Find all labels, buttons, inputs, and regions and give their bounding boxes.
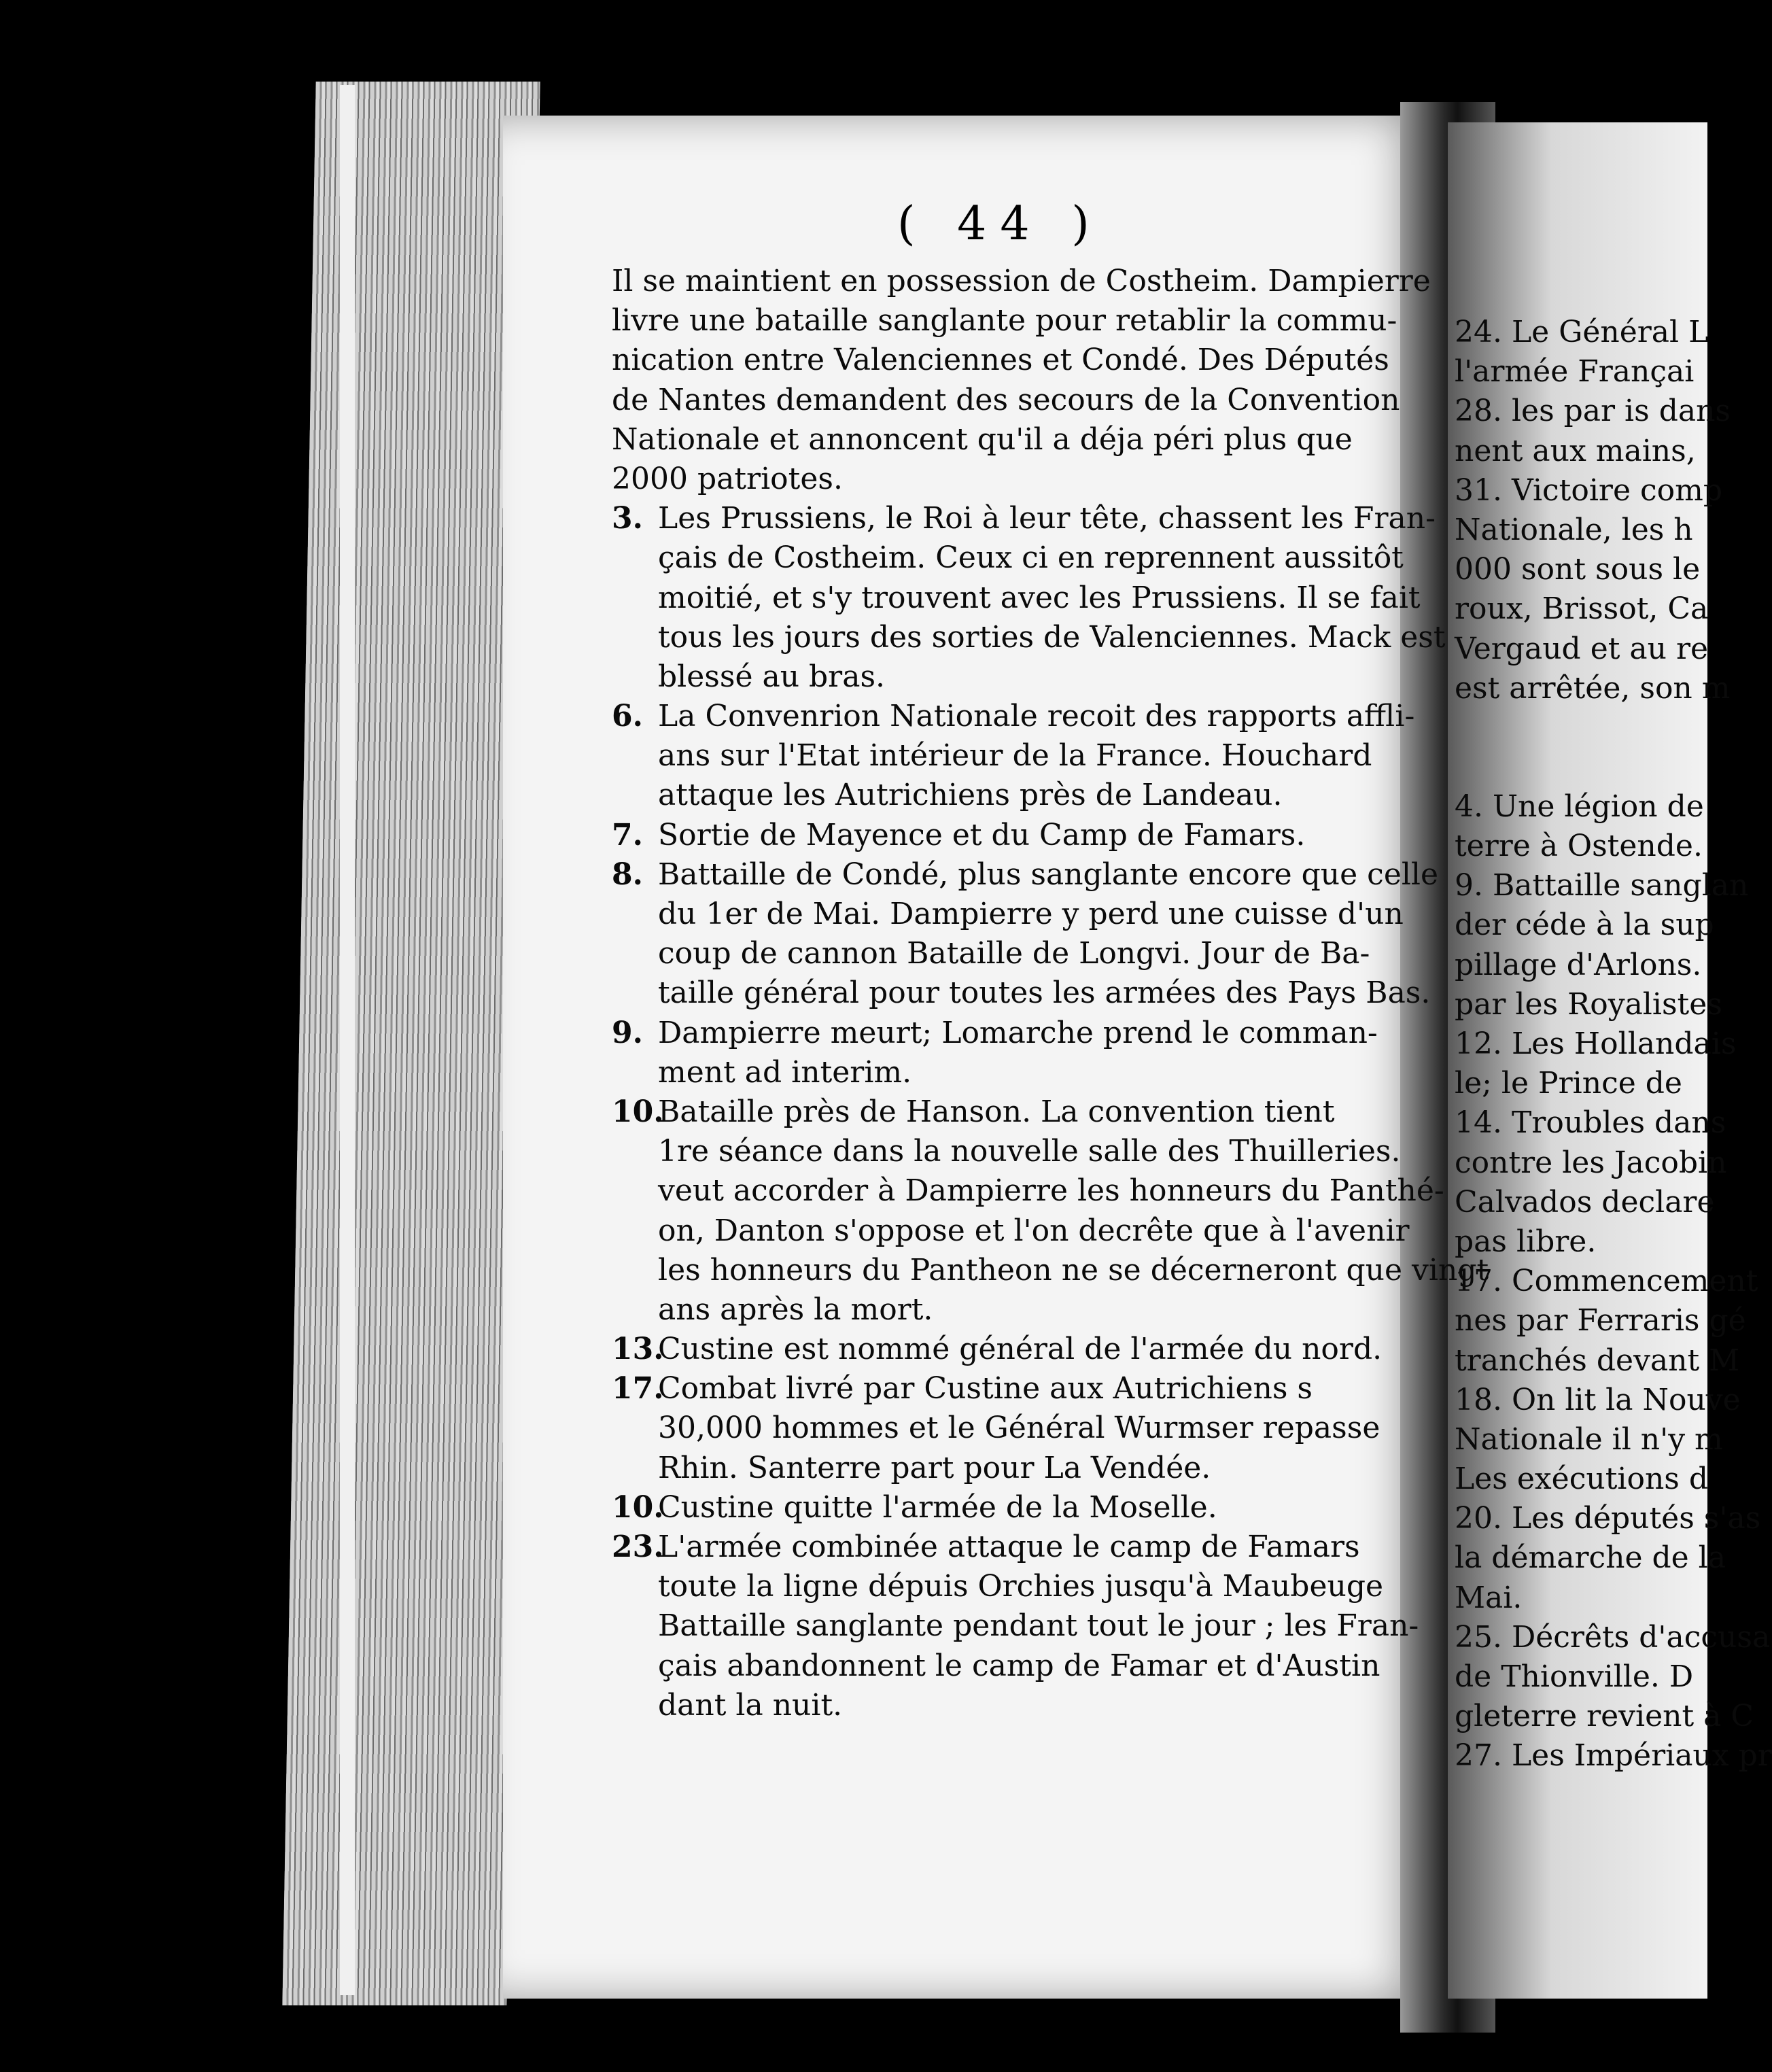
line-text: veut accorder à Dampierre les honneurs du Panthé- [658, 1173, 1444, 1209]
text-line [612, 1409, 1414, 1448]
text-line [612, 1646, 1414, 1686]
line-text: tous les jours des sorties de Valenciennes. Mack est [658, 619, 1446, 655]
right-text-line: 24. Le Général L [1455, 315, 1709, 349]
line-text: Custine est nommé général de l'armée du nord. [658, 1332, 1383, 1367]
right-text-line: l'armée Françai [1455, 354, 1695, 390]
right-text-line: 18. On lit la Nouve [1455, 1382, 1741, 1417]
text-line [612, 618, 1446, 657]
right-text-line: Mai. [1455, 1580, 1523, 1615]
text-line [612, 381, 1414, 420]
right-text-line: par les Royalistes [1455, 986, 1722, 1022]
text-line [612, 1488, 1414, 1527]
line-text: Il se maintient en possession de Costheim. Dampierre [612, 264, 1431, 298]
line-text: moitié, et s'y trouvent avec les Prussiens. Il se fait [658, 580, 1421, 615]
right-text-line: der céde à la sup [1455, 908, 1714, 943]
right-text-line [1455, 708, 1707, 787]
line-text: livre une bataille sanglante pour retablir la commu- [612, 303, 1397, 339]
text-line [612, 1527, 1414, 1567]
entry-date-number: 9. [612, 1015, 643, 1050]
line-text: ans sur l'Etat intérieur de la France. Houchard [658, 738, 1372, 774]
line-text: L'armée combinée attaque le camp de Famars [658, 1530, 1360, 1564]
line-text: Bataille près de Hanson. La convention tient [658, 1094, 1335, 1129]
line-text: on, Danton s'oppose et l'on decrête que à l'avenir [658, 1213, 1410, 1248]
right-text-line: nes par Ferraris gé [1455, 1303, 1746, 1339]
right-text-line: 31. Victoire comp [1455, 472, 1723, 508]
right-text-line: Nationale il n'y m [1455, 1421, 1723, 1457]
line-text: Dampierre meurt; Lomarche prend le comman- [658, 1015, 1378, 1050]
line-text: Les Prussiens, le Roi à leur tête, chassent les Fran- [658, 501, 1436, 536]
right-text-line: 14. Troubles dans [1455, 1105, 1726, 1141]
right-text-line: 28. les par is dans [1455, 394, 1731, 429]
text-line [612, 1449, 1414, 1488]
text-line [612, 579, 1421, 618]
text-line [612, 341, 1414, 380]
entry-date-number: 17. [612, 1371, 664, 1406]
text-line [612, 1092, 1414, 1132]
right-text-line: 4. Une légion de [1455, 789, 1704, 824]
line-text: du 1er de Mai. Dampierre y perd une cuisse d'un [658, 897, 1404, 931]
right-text-line: 27. Les Impériaux pr [1455, 1738, 1772, 1774]
right-text-line: le; le Prince de [1455, 1066, 1682, 1101]
text-line [612, 262, 1431, 301]
right-text-line: gleterre revient à C [1455, 1699, 1754, 1734]
line-text: çais abandonnent le camp de Famar et d'Austin [658, 1648, 1380, 1683]
right-text-line: 9. Battaille sanglan [1455, 868, 1749, 903]
right-text-line: pillage d'Arlons. [1455, 947, 1702, 982]
line-text: Sortie de Mayence et du Camp de Famars. [658, 817, 1306, 852]
line-text: Battaille sanglante pendant tout le jour ; les Fran- [658, 1608, 1419, 1644]
line-text: Nationale et annoncent qu'il a déja péri plus que [612, 421, 1353, 457]
text-line [612, 1211, 1414, 1251]
line-text: Rhin. Santerre part pour La Vendée. [658, 1450, 1211, 1485]
right-text-line: Les exécutions d [1455, 1462, 1709, 1497]
text-line [612, 499, 1436, 538]
entry-date-number: 8. [612, 857, 643, 892]
line-text: La Convenrion Nationale recoit des rapports affli- [658, 699, 1415, 734]
text-line [612, 1606, 1419, 1646]
right-text-line: 20. Les députés s'as [1455, 1501, 1761, 1536]
line-text: blessé au bras. [658, 659, 886, 694]
text-line [612, 301, 1414, 341]
text-line [612, 420, 1414, 460]
text-line [612, 1053, 1414, 1092]
text-line [612, 1330, 1414, 1369]
right-text-line: 12. Les Hollandais [1455, 1026, 1737, 1061]
right-text-line: pas libre. [1455, 1224, 1597, 1259]
line-text: 1re séance dans la nouvelle salle des Thuilleries. [658, 1134, 1401, 1169]
line-text: 2000 patriotes. [612, 461, 843, 496]
line-text: çais de Costheim. Ceux ci en reprennent aussitôt [658, 540, 1404, 576]
text-line [612, 460, 1414, 499]
left-page-text [612, 262, 1489, 1725]
text-line [612, 1369, 1414, 1409]
right-text-line: est arrêtée, son m [1455, 670, 1731, 706]
line-text: ans après la mort. [658, 1292, 933, 1327]
text-line [612, 1290, 1414, 1330]
text-line [612, 895, 1414, 934]
right-text-line: nent aux mains, [1455, 433, 1696, 468]
right-text-line: roux, Brissot, Ca [1455, 591, 1709, 627]
right-text-line: terre à Ostende. [1455, 829, 1703, 864]
right-text-line: Nationale, les h [1455, 512, 1693, 547]
text-line [612, 1171, 1444, 1211]
right-text-line: 000 sont sous le [1455, 552, 1701, 587]
book-edge-highlight [340, 85, 355, 1995]
line-text: les honneurs du Pantheon ne se décerneront que vingt [658, 1252, 1489, 1288]
text-line [612, 657, 1414, 697]
text-line [612, 736, 1414, 776]
entry-date-number: 7. [612, 817, 643, 852]
line-text: ment ad interim. [658, 1054, 912, 1090]
right-text-line: tranchés devant M [1455, 1343, 1740, 1378]
line-text: nication entre Valenciennes et Condé. Des Députés [612, 343, 1389, 378]
right-text-line: 17. Commencement [1455, 1264, 1758, 1299]
text-line [612, 1686, 1414, 1725]
line-text: dant la nuit. [658, 1687, 843, 1723]
right-text-line: contre les Jacobin [1455, 1145, 1727, 1180]
text-line [612, 934, 1414, 973]
line-text: de Nantes demandent des secours de la Convention [612, 382, 1400, 417]
line-text: Battaille de Condé, plus sanglante encore que celle [658, 857, 1439, 892]
right-text-line: la démarche de la [1455, 1540, 1726, 1576]
right-text-line: de Thionville. D [1455, 1659, 1694, 1694]
text-line [612, 855, 1439, 895]
entry-date-number: 10. [612, 1094, 664, 1129]
line-text: attaque les Autrichiens près de Landeau. [658, 778, 1283, 813]
right-text-line: Calvados declare [1455, 1184, 1715, 1220]
text-line [612, 1014, 1414, 1053]
line-text: Combat livré par Custine aux Autrichiens s [658, 1371, 1313, 1406]
page-number: ( 44 ) [897, 197, 1103, 251]
text-line [612, 1132, 1414, 1171]
text-line [612, 973, 1431, 1013]
right-page-text [1455, 313, 1772, 1776]
text-line [612, 538, 1414, 578]
line-text: taille général pour toutes les armées des Pays Bas. [658, 975, 1431, 1011]
line-text: 30,000 hommes et le Général Wurmser repasse [658, 1411, 1380, 1446]
right-text-line: Vergaud et au re [1455, 631, 1709, 666]
right-text-line: 25. Décrêts d'accusa [1455, 1619, 1771, 1655]
book-page-edges [282, 82, 540, 2005]
entry-date-number: 3. [612, 501, 643, 536]
entry-date-number: 10. [612, 1489, 664, 1525]
text-line [612, 816, 1414, 855]
text-line [612, 697, 1414, 736]
text-line [612, 1251, 1489, 1290]
text-line [612, 776, 1414, 815]
entry-date-number: 6. [612, 699, 643, 734]
entry-date-number: 13. [612, 1332, 664, 1367]
line-text: Custine quitte l'armée de la Moselle. [658, 1489, 1217, 1525]
entry-date-number: 23. [612, 1530, 664, 1564]
line-text: toute la ligne dépuis Orchies jusqu'à Maubeuge [658, 1569, 1384, 1604]
line-text: coup de cannon Bataille de Longvi. Jour de Ba- [658, 936, 1370, 971]
text-line [612, 1567, 1414, 1606]
